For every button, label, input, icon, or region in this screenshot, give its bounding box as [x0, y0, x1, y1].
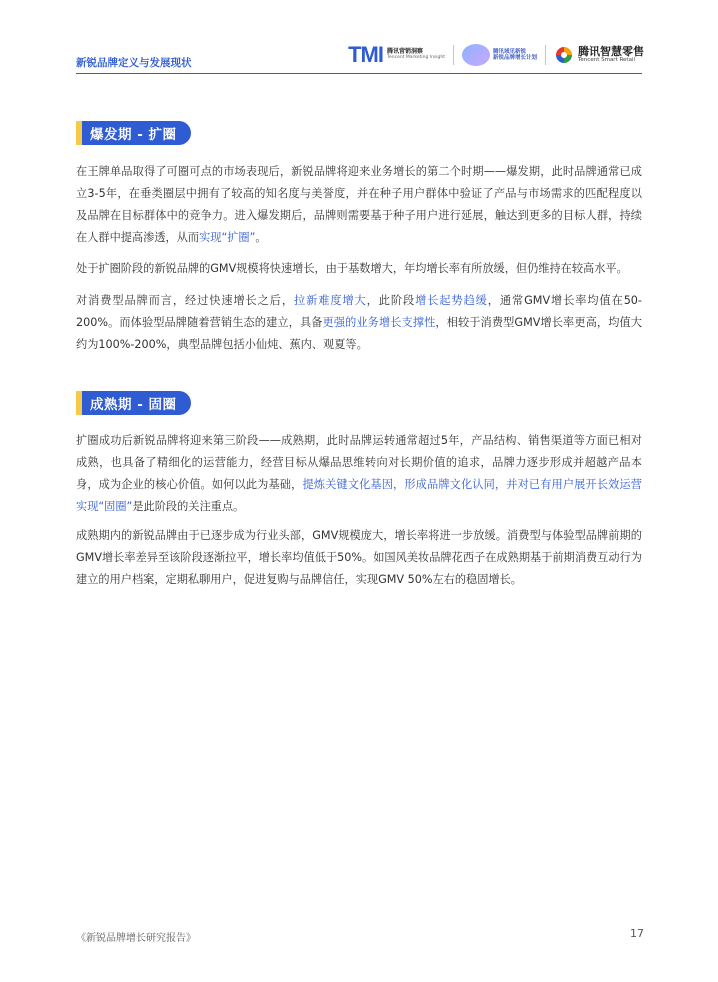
paragraph: 成熟期内的新锐品牌由于已逐步成为行业头部，GMV规模庞大，增长率将进一步放缓。消费型与体验型品牌前期的GMV增长率差异至该阶段逐渐拉平，增长率均值低于50%。如国风美妆品牌花西子在成熟期基于前期消费互动行为建立的用户档案，定期私聊用户，促进复购与品牌信任，实现GMV 50%左右的稳固增长。: [76, 529, 642, 586]
section-tag-explosion: [76, 121, 191, 145]
section-tag-maturity: [76, 391, 191, 415]
tmi-logo: [348, 42, 445, 68]
logo-divider: [453, 45, 454, 65]
highlight-text: 拉新难度增大: [294, 294, 367, 307]
header-rule: [76, 73, 642, 74]
plan-line1: 腾讯域见新锐: [492, 48, 526, 55]
tmi-logo-cn: 腾讯营销洞察: [386, 48, 423, 56]
footer-report-title: 《新锐品牌增长研究报告》: [76, 933, 196, 944]
retail-logo-en: Tencent Smart Retail: [578, 56, 636, 63]
highlight-text: 更强的业务增长支撑性: [322, 316, 436, 329]
page-number: 17: [630, 927, 644, 940]
retail-logo-cn: 腾讯智慧零售: [578, 45, 644, 59]
paragraph: 扩圈成功后新锐品牌将迎来第三阶段——成熟期，此时品牌运转通常超过5年，产品结构、销售渠道等方面已相对成熟，也具备了精细化的运营能力，经营目标从爆品思维转向对长期价值的追求，品牌力逐步形成并超越产品本身，成为企业的核心价值。如何以此为基础，提炼关键文化基因，形成品牌文化认同，并对已有用户展开长效运营实现“固圈”是此阶段的关注重点。: [76, 434, 642, 513]
logo-divider: [545, 45, 546, 65]
header-logos: [348, 42, 644, 68]
tmi-logo-en: Tencent Marketing Insight: [386, 54, 445, 60]
highlight-text: 增长起势趋缓: [415, 294, 488, 307]
retail-swirl-icon: [554, 45, 574, 65]
paragraph: 处于扩圈阶段的新锐品牌的GMV规模将快速增长，由于基数增大，年均增长率有所放缓，但仍维持在较高水平。: [76, 262, 628, 275]
highlight-text: 提炼关键文化基因，形成品牌文化认同，并对已有用户展开长效运营实现“固圈”: [76, 478, 642, 513]
paragraph: 在王牌单品取得了可圈可点的市场表现后，新锐品牌将迎来业务增长的第二个时期——爆发期，此时品牌通常已成立3-5年，在垂类圈层中拥有了较高的知名度与美誉度，并在种子用户群体中验证了产品与市场需求的匹配程度以及品牌在目标群体中的竞争力。进入爆发期后，品牌则需要基于种子用户进行延展，触达到更多的目标人群，持续在人群中提高渗透，从而实现“扩圈”。: [76, 165, 642, 244]
plan-line2: 新锐品牌增长计划: [492, 55, 537, 61]
retail-logo: [554, 45, 644, 65]
paragraph: 对消费型品牌而言，经过快速增长之后，拉新难度增大，此阶段增长起势趋缓，通常GMV增长率均值在50-200%。而体验型品牌随着营销生态的建立，具备更强的业务增长支撑性，相较于消费型GMV增长率更高，均值大约为100%-200%，典型品牌包括小仙炖、蕉内、观夏等。: [76, 294, 642, 351]
section-title: 爆发期 - 扩圈: [82, 121, 191, 145]
highlight-text: 实现“扩圈”: [199, 231, 256, 244]
tmi-mark: TMI: [348, 42, 383, 67]
header-title: 新锐品牌定义与发展现状: [76, 57, 192, 69]
section-title: 成熟期 - 固圈: [82, 391, 191, 415]
plan-badge-icon: [462, 44, 490, 66]
plan-logo: [462, 44, 537, 66]
